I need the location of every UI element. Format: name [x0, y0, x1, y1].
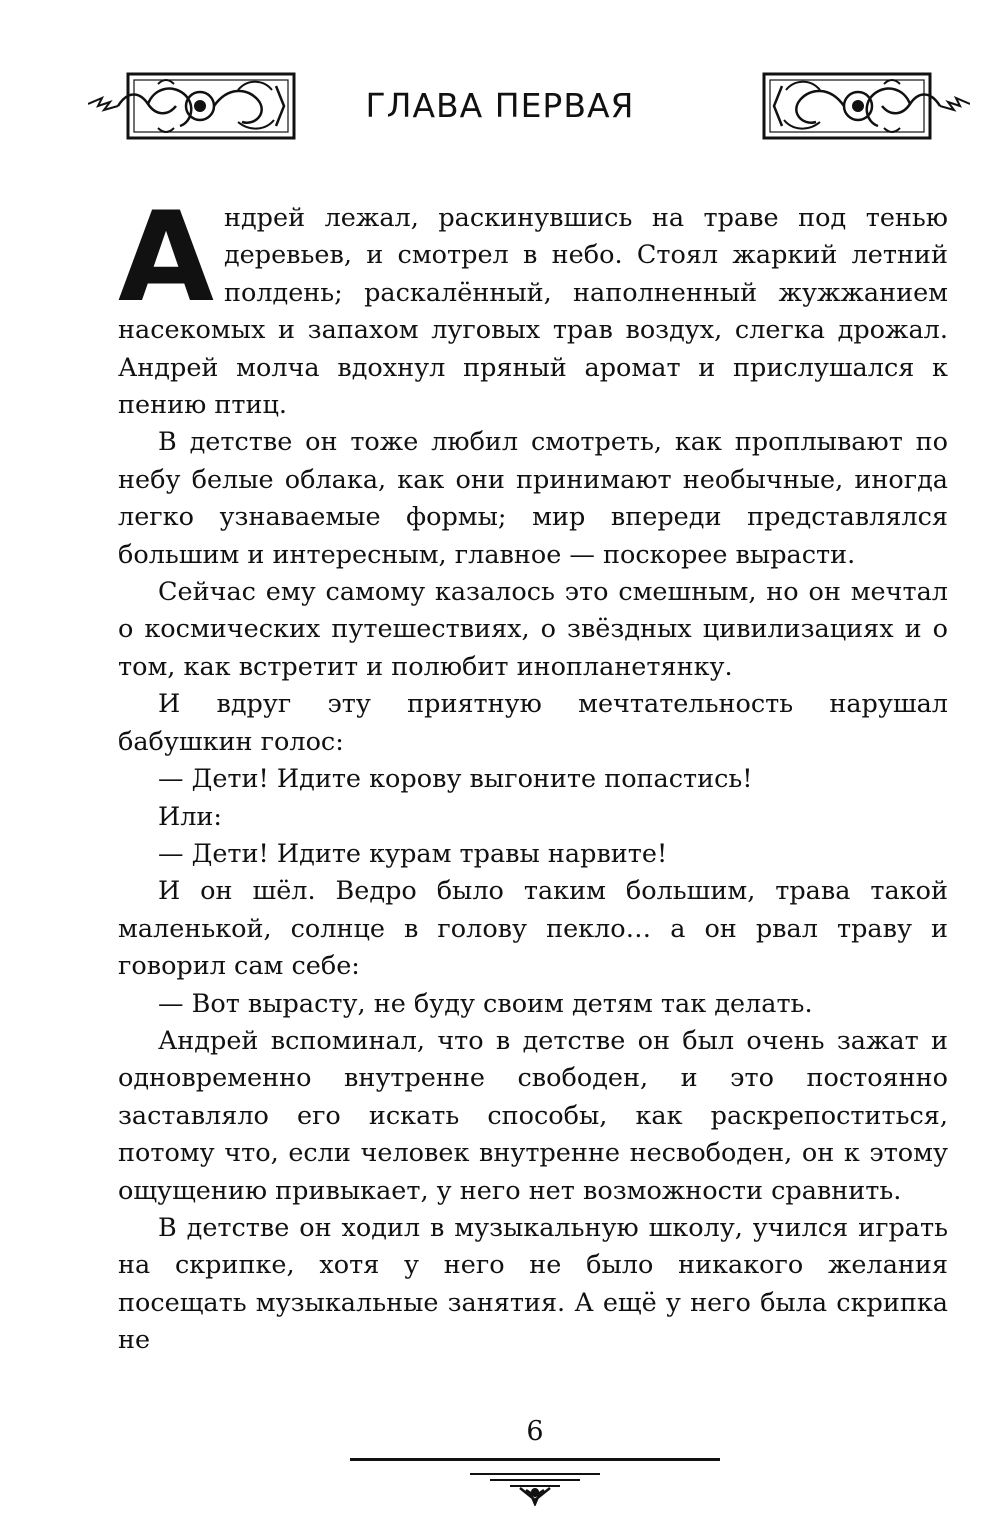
paragraph-9: — Вот вырасту, не буду своим детям так делать.	[158, 988, 813, 1019]
paragraph-1: Андрей лежал, раскинувшись на траве под тенью деревьев, и смотрел в небо. Стоял жаркий летний полдень; раскалённый, наполненный жужжанием насекомых и запахом луговых трав воздух, слегка дрожал. Андрей молча вдохнул пряный аромат и прислушался к пению птиц.	[118, 186, 948, 421]
paragraph-7: — Дети! Идите курам травы нарвите!	[158, 838, 668, 869]
page-number: 6	[526, 1416, 544, 1447]
drop-cap: А	[118, 186, 214, 330]
footer-ornament-icon	[470, 1466, 600, 1506]
paragraph-6: Или:	[158, 801, 223, 832]
paragraph-4: И вдруг эту приятную мечтательность нарушал бабушкин голос:	[118, 689, 948, 757]
right-floral-ornament-icon	[760, 70, 970, 142]
body-text	[118, 186, 948, 1360]
paragraph-5: — Дети! Идите корову выгоните попастись!	[158, 764, 753, 795]
chapter-title: ГЛАВА ПЕРВАЯ	[365, 86, 635, 125]
footer-rule	[350, 1458, 720, 1461]
paragraph-10: Андрей вспоминал, что в детстве он был очень зажат и одновременно внутренне свободен, и это постоянно заставляло его искать способы, как раскрепоститься, потому что, если человек внутренне несвободен, он к этому ощущению привыкает, у него нет возможности сравнить.	[118, 1025, 948, 1206]
paragraph-11: В детстве он ходил в музыкальную школу, учился играть на скрипке, хотя у него не было никакого желания посещать музыкальные занятия. А ещё у него была скрипка не	[118, 1212, 948, 1356]
paragraph-2: В детстве он тоже любил смотреть, как проплывают по небу белые облака, как они принимают необычные, иногда легко узнаваемые формы; мир впереди представлялся большим и интересным, главное — поскорее вырасти.	[118, 427, 948, 570]
paragraph-3: Сейчас ему самому казалось это смешным, но он мечтал о космических путешествиях, о звёздных цивилизациях и о том, как встретит и полюбит инопланетянку.	[118, 577, 948, 682]
paragraph-8: И он шёл. Ведро было таким большим, трава такой маленькой, солнце в голову пекло… а он рвал траву и говорил сам себе:	[118, 876, 948, 982]
